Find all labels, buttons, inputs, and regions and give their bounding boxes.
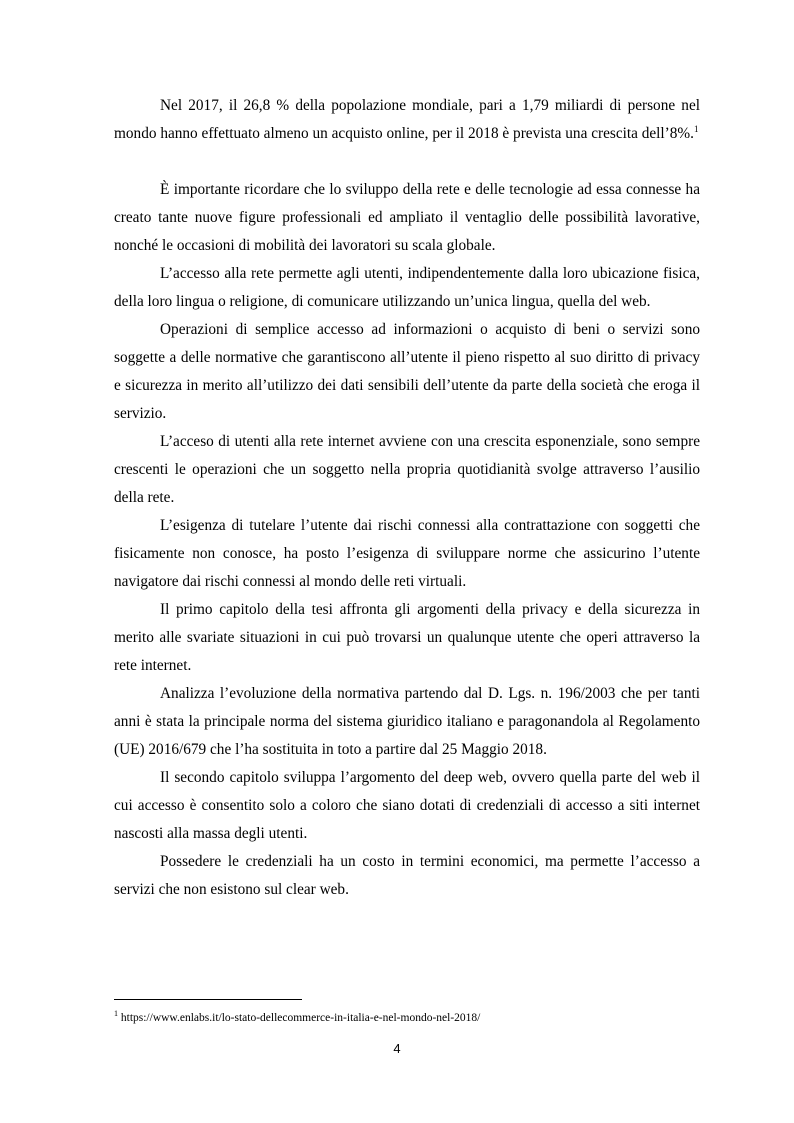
footnote-link[interactable]: https://www.enlabs.it/lo-stato-dellecommerce-in-italia-e-nel-mondo-nel-2018/: [118, 1012, 481, 1024]
body-text: [114, 92, 700, 904]
paragraph-7: Il primo capitolo della tesi affronta gli argomenti della privacy e della sicurezza in merito alle svariate situazioni in cui può trovarsi un qualunque utente che operi attraverso la rete internet.: [114, 601, 700, 674]
paragraph-8: Analizza l’evoluzione della normativa partendo dal D. Lgs. n. 196/2003 che per tanti anni è stata la principale norma del sistema giuridico italiano e paragonandola al Regolamento (UE) 2016/679 che l’ha sostituita in toto a partire dal 25 Maggio 2018.: [114, 685, 700, 758]
paragraph-text: Nel 2017, il 26,8 % della popolazione mondiale, pari a 1,79 miliardi di persone nel mondo hanno effettuato almeno un acquisto online, per il 2018 è prevista una crescita dell’8%.: [114, 97, 700, 142]
paragraph-3: L’accesso alla rete permette agli utenti, indipendentemente dalla loro ubicazione fisica, della loro lingua o religione, di comunicare utilizzando un’unica lingua, quella del web.: [114, 265, 700, 310]
footnote-reference[interactable]: 1: [693, 123, 699, 134]
paragraph-4: Operazioni di semplice accesso ad informazioni o acquisto di beni o servizi sono soggette a delle normative che garantiscono all’utente il pieno rispetto al suo diritto di privacy e sicurezza in merito all’utilizzo dei dati sensibili dell’utente da parte della società che eroga il servizio.: [114, 321, 700, 422]
page-number: 4: [393, 1041, 401, 1056]
paragraph-6: L’esigenza di tutelare l’utente dai rischi connessi alla contrattazione con soggetti che fisicamente non conosce, ha posto l’esigenza di sviluppare norme che assicurino l’utente navigatore dai rischi connessi al mondo delle reti virtuali.: [114, 517, 700, 590]
paragraph-9: Il secondo capitolo sviluppa l’argomento del deep web, ovvero quella parte del web il cui accesso è consentito solo a coloro che siano dotati di credenziali di accesso a siti internet nascosti alla massa degli utenti.: [114, 769, 700, 842]
footnote-separator: [114, 999, 302, 1000]
footnote-number: 1: [114, 1009, 118, 1019]
paragraph-10: Possedere le credenziali ha un costo in termini economici, ma permette l’accesso a servizi che non esistono sul clear web.: [114, 853, 700, 898]
paragraph-1: [114, 92, 700, 148]
paragraph-2: È importante ricordare che lo sviluppo della rete e delle tecnologie ad essa connesse ha creato tante nuove figure professionali ed ampliato il ventaglio delle possibilità lavorative, nonché le occasioni di mobilità dei lavoratori su scala globale.: [114, 181, 700, 254]
paragraph-5: L’acceso di utenti alla rete internet avviene con una crescita esponenziale, sono sempre crescenti le operazioni che un soggetto nella propria quotidianità svolge attraverso l’ausilio della rete.: [114, 433, 700, 506]
footnote: [114, 1011, 714, 1026]
